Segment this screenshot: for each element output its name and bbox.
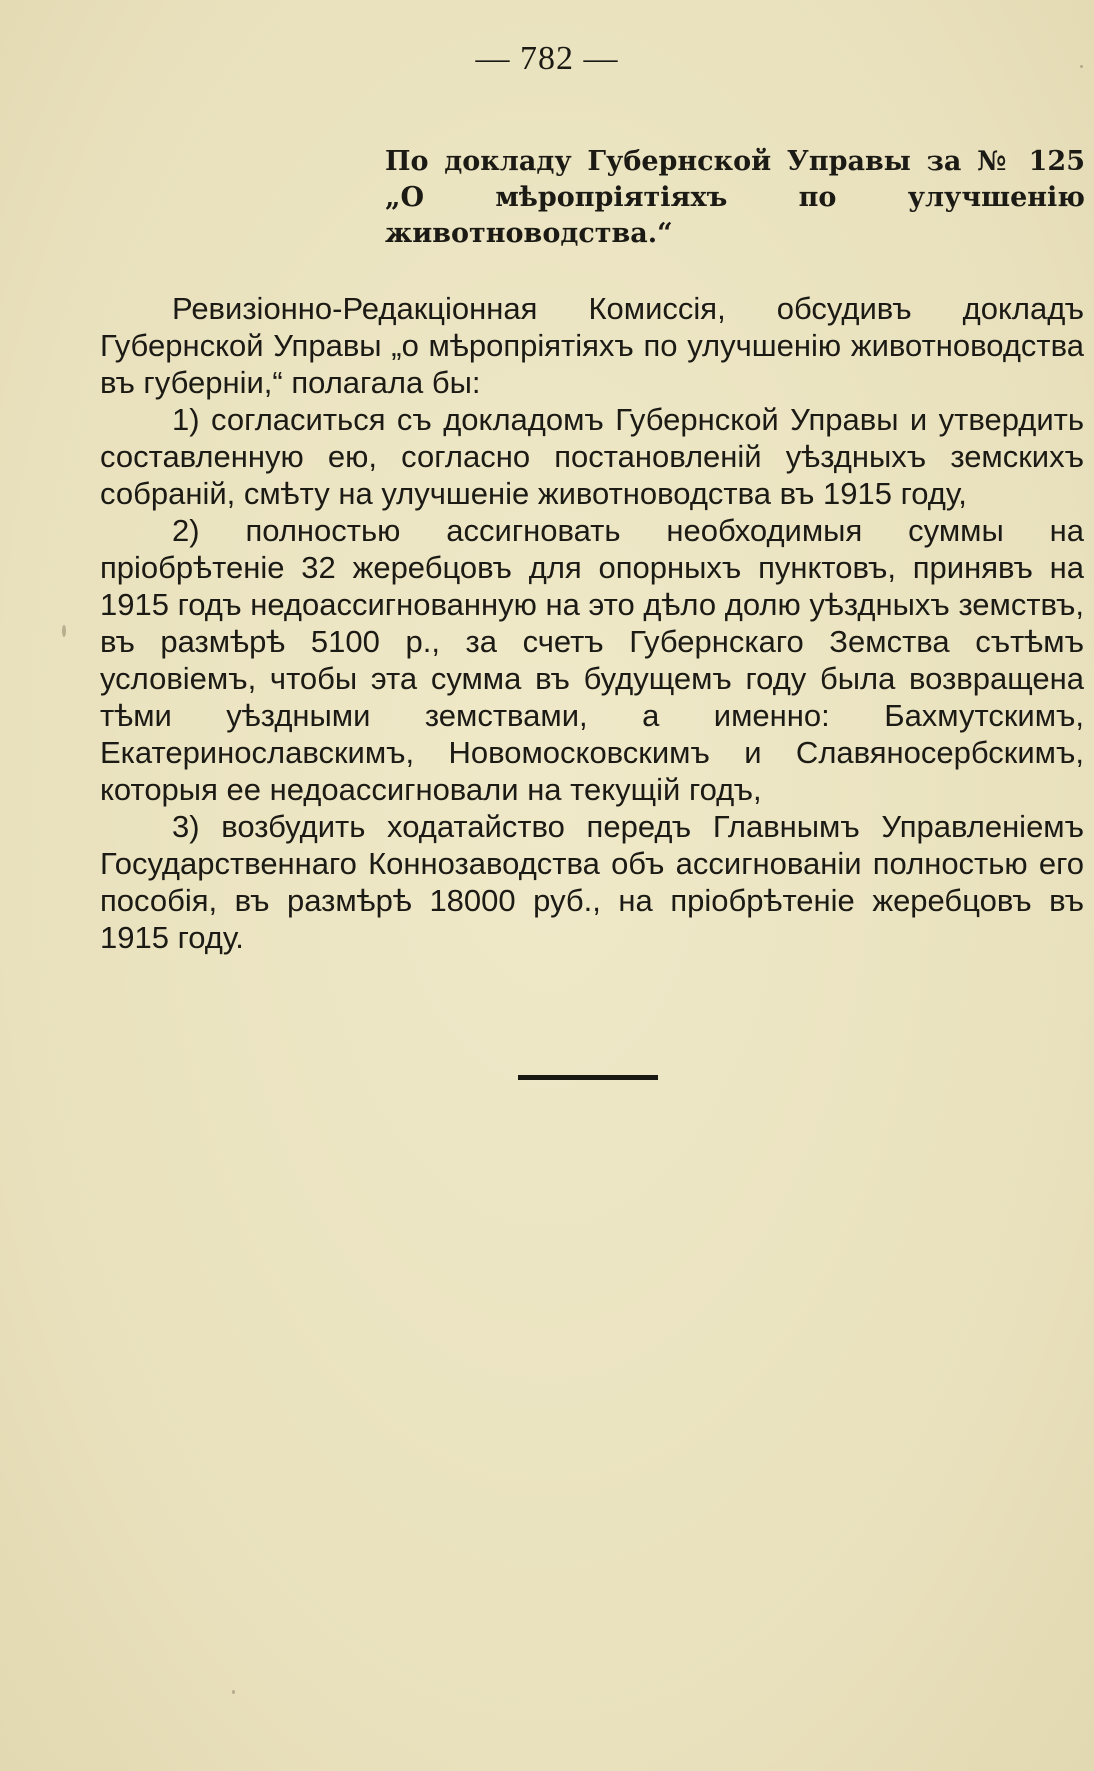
section-heading: По докладу Губернской Управы за № 125 „О мѣропріятіяхъ по улучшенію животноводства.“ xyxy=(385,146,1085,249)
ink-speck xyxy=(232,1690,235,1694)
intro-paragraph: Ревизіонно-Редакціонная Комиссія, обсудивъ докладъ Губернской Управы „о мѣропріятіяхъ по улучшенію животноводства въ губерніи,“ полагала бы: xyxy=(100,291,1084,400)
page-number: — 782 — xyxy=(475,40,619,77)
ink-speck xyxy=(1080,65,1083,68)
item-paragraph-2: 2) полностью ассигновать необходимыя суммы на пріобрѣтеніе 32 жеребцовъ для опорныхъ пунктовъ, принявъ на 1915 годъ недоассигнованную на это дѣло долю уѣздныхъ земствъ, въ размѣрѣ 5100 р., за счетъ Губернскаго Земства сътѣмъ условіемъ, чтобы эта сумма въ будущемъ году была возвращена тѣми уѣздными земствами, а именно: Бахмутскимъ, Екатеринославскимъ, Новомосковскимъ и Славяносербскимъ, которыя ее недоассигновали на текущій годъ, xyxy=(100,513,1084,807)
body-text xyxy=(100,290,1084,956)
ink-speck xyxy=(62,625,66,637)
section-divider xyxy=(518,1075,658,1080)
item-paragraph-1: 1) согласиться съ докладомъ Губернской Управы и утвердить составленную ею, согласно постановленій уѣздныхъ земскихъ собраній, смѣту на улучшеніе животноводства въ 1915 году, xyxy=(100,402,1084,511)
item-paragraph-3: 3) возбудить ходатайство передъ Главнымъ Управленіемъ Государственнаго Коннозаводства объ ассигнованіи полностью его пособія, въ размѣрѣ 18000 руб., на пріобрѣтеніе жеребцовъ въ 1915 году. xyxy=(100,809,1084,955)
